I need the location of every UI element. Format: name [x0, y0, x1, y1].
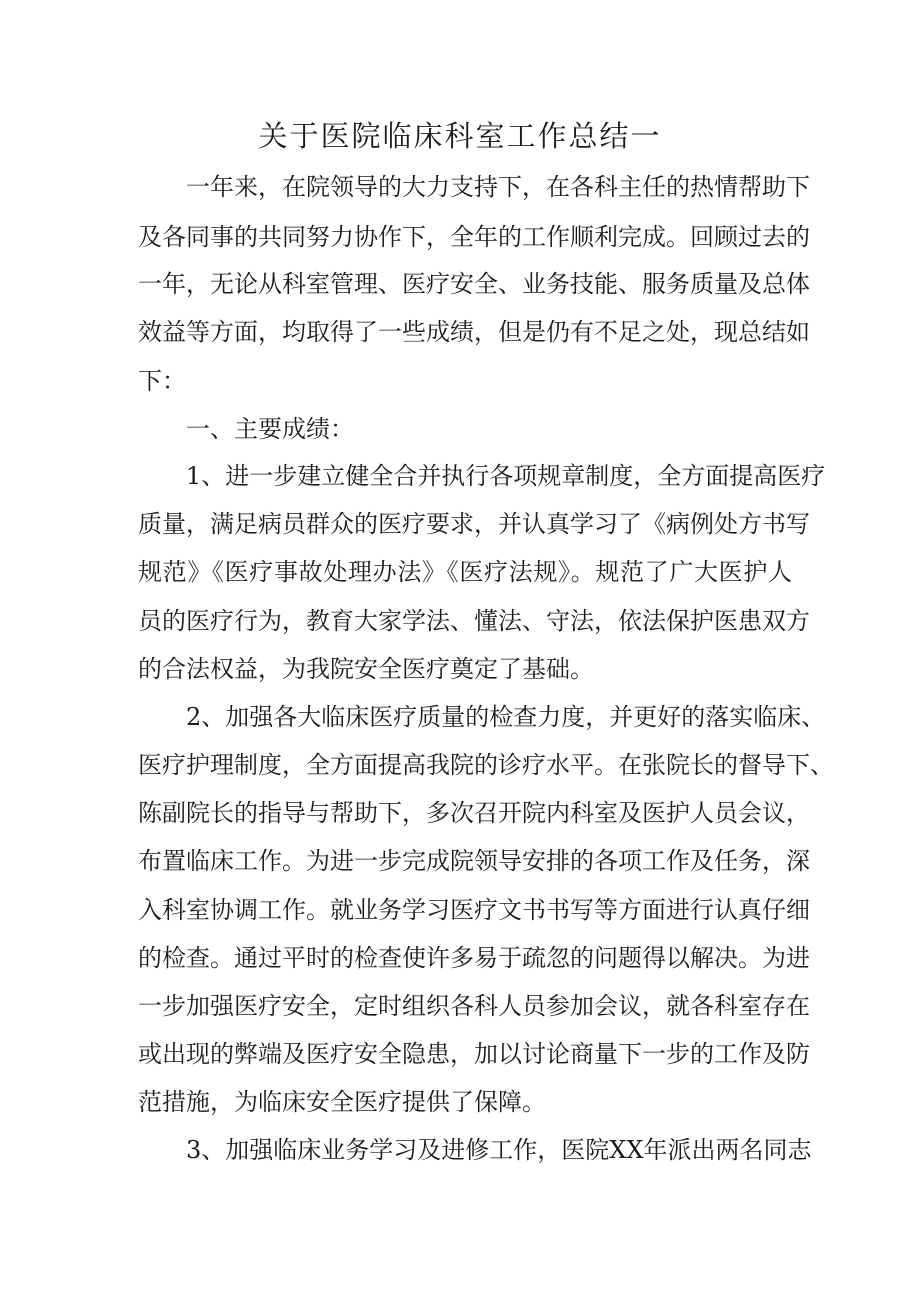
paragraph-line: 一年，无论从科室管理、医疗安全、业务技能、服务质量及总体 [138, 270, 810, 298]
paragraph-line: 布置临床工作。为进一步完成院领导安排的各项工作及任务，深 [138, 847, 810, 875]
paragraph-line: 效益等方面，均取得了一些成绩，但是仍有不足之处，现总结如 [138, 318, 810, 346]
paragraph-line: 员的医疗行为，教育大家学法、懂法、守法，依法保护医患双方 [138, 607, 810, 635]
paragraph-line: 3、加强临床业务学习及进修工作，医院XX年派出两名同志 [186, 1136, 812, 1164]
paragraph-line: 陈副院长的指导与帮助下，多次召开院内科室及医护人员会议， [138, 799, 810, 827]
paragraph-line: 的检查。通过平时的检查使许多易于疏忽的问题得以解决。为进 [138, 944, 810, 972]
paragraph-line: 及各同事的共同努力协作下，全年的工作顺利完成。回顾过去的 [138, 223, 810, 251]
paragraph-line: 一年来，在院领导的大力支持下，在各科主任的热情帮助下 [186, 173, 810, 201]
paragraph-line: 的合法权益，为我院安全医疗奠定了基础。 [138, 655, 594, 683]
document-title: 关于医院临床科室工作总结一 [258, 119, 662, 153]
paragraph-line: 下： [138, 367, 186, 395]
paragraph-line: 一步加强医疗安全，定时组织各科人员参加会议，就各科室存在 [138, 992, 810, 1020]
paragraph-line: 规范》《医疗事故处理办法》《医疗法规》。规范了广大医护人 [138, 558, 792, 586]
paragraph-line: 范措施，为临床安全医疗提供了保障。 [138, 1088, 546, 1116]
paragraph-line: 2、加强各大临床医疗质量的检查力度，并更好的落实临床、 [186, 703, 826, 731]
section-heading: 一、主要成绩： [186, 415, 354, 443]
paragraph-line: 质量，满足病员群众的医疗要求，并认真学习了《病例处方书写 [138, 510, 810, 538]
paragraph-line: 或出现的弊端及医疗安全隐患，加以讨论商量下一步的工作及防 [138, 1040, 810, 1068]
paragraph-line: 1、进一步建立健全合并执行各项规章制度，全方面提高医疗 [186, 462, 826, 490]
paragraph-line: 医疗护理制度，全方面提高我院的诊疗水平。在张院长的督导下、 [138, 751, 834, 779]
paragraph-line: 入科室协调工作。就业务学习医疗文书书写等方面进行认真仔细 [138, 896, 810, 924]
